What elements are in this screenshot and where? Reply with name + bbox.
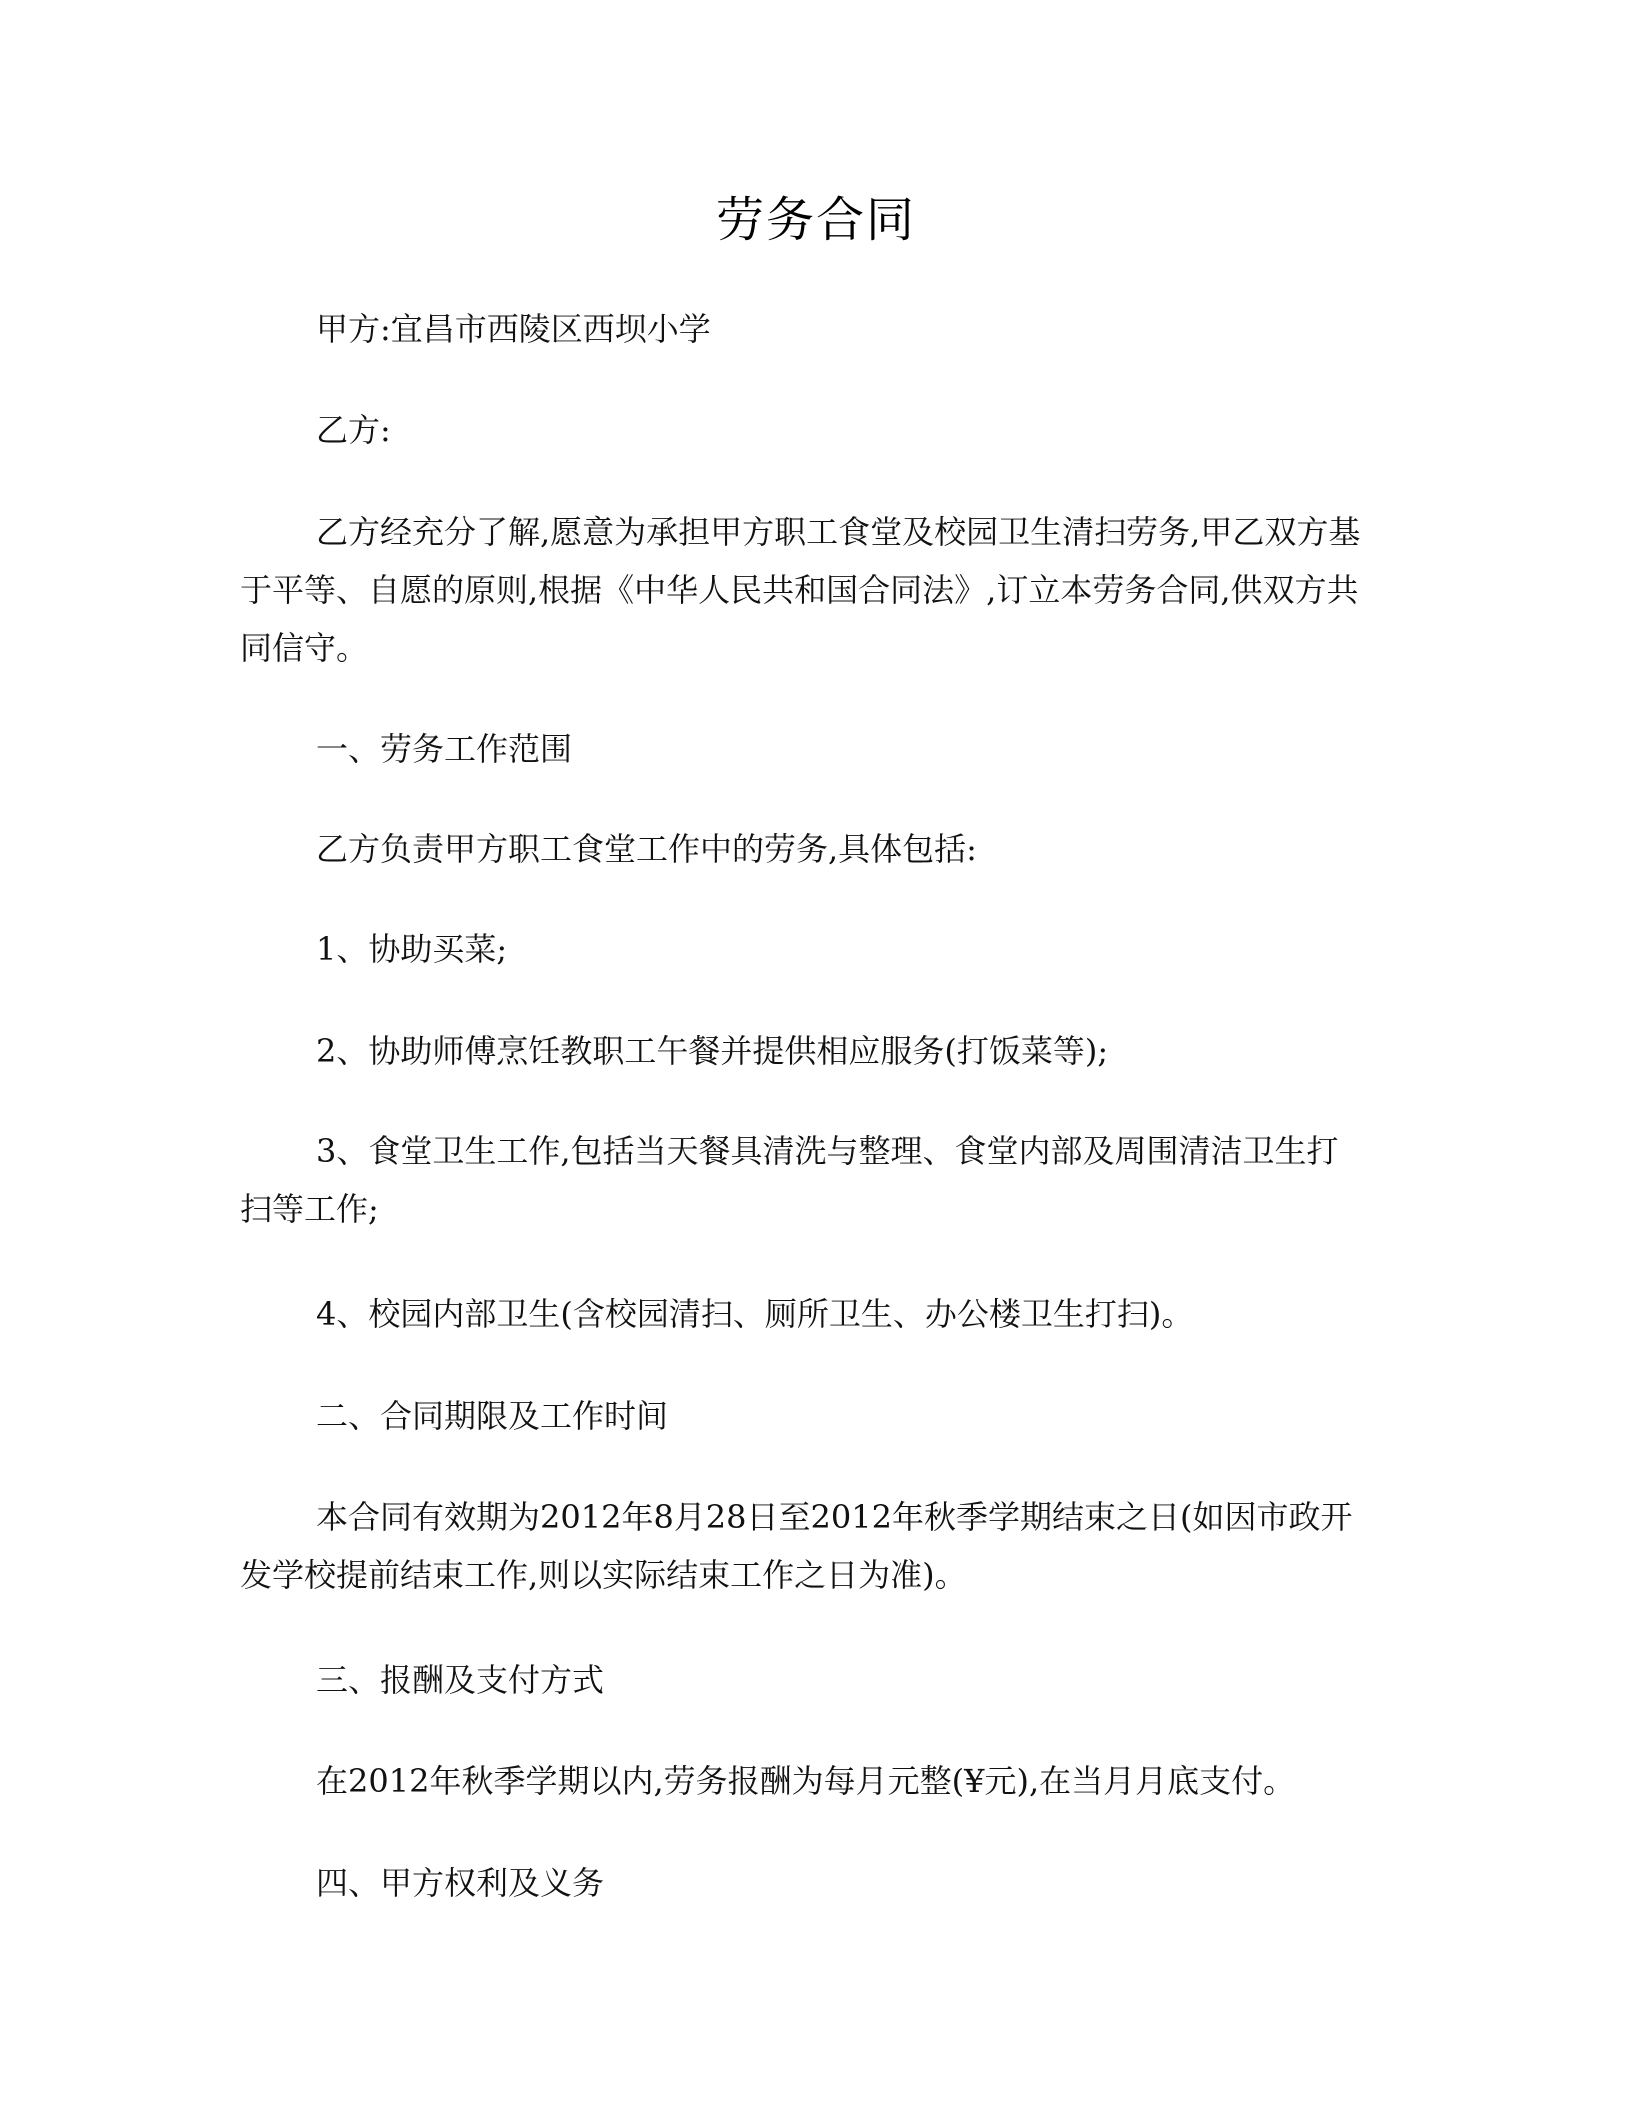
party-a-line: 甲方:宜昌市西陵区西坝小学 — [316, 310, 711, 348]
section3-body: 在2012年秋季学期以内,劳务报酬为每月元整(¥元),在当月月底支付。 — [316, 1762, 1296, 1800]
intro-paragraph: 乙方经充分了解,愿意为承担甲方职工食堂及校园卫生清扫劳务,甲乙双方基于平等、自愿的原则,根据《中华人民共和国合同法》,订立本劳务合同,供双方共同信守。 — [240, 513, 1361, 667]
list-item-1: 1、协助买菜; — [316, 930, 508, 968]
section4-heading: 四、甲方权利及义务 — [316, 1864, 605, 1902]
document-title: 劳务合同 — [715, 192, 916, 248]
list-item-3: 3、食堂卫生工作,包括当天餐具清洗与整理、食堂内部及周围清洁卫生打扫等工作; — [240, 1132, 1339, 1228]
section1-heading: 一、劳务工作范围 — [316, 730, 573, 768]
section3-heading: 三、报酬及支付方式 — [316, 1661, 605, 1699]
section2-body: 本合同有效期为2012年8月28日至2012年秋季学期结束之日(如因市政开发学校提前结束工作,则以实际结束工作之日为准)。 — [240, 1498, 1353, 1594]
section1-intro: 乙方负责甲方职工食堂工作中的劳务,具体包括: — [316, 830, 977, 868]
party-b-line: 乙方: — [316, 411, 391, 449]
list-item-4: 4、校园内部卫生(含校园清扫、厕所卫生、办公楼卫生打扫)。 — [316, 1295, 1194, 1333]
section2-heading: 二、合同期限及工作时间 — [316, 1397, 669, 1435]
list-item-2: 2、协助师傅烹饪教职工午餐并提供相应服务(打饭菜等); — [316, 1032, 1109, 1070]
